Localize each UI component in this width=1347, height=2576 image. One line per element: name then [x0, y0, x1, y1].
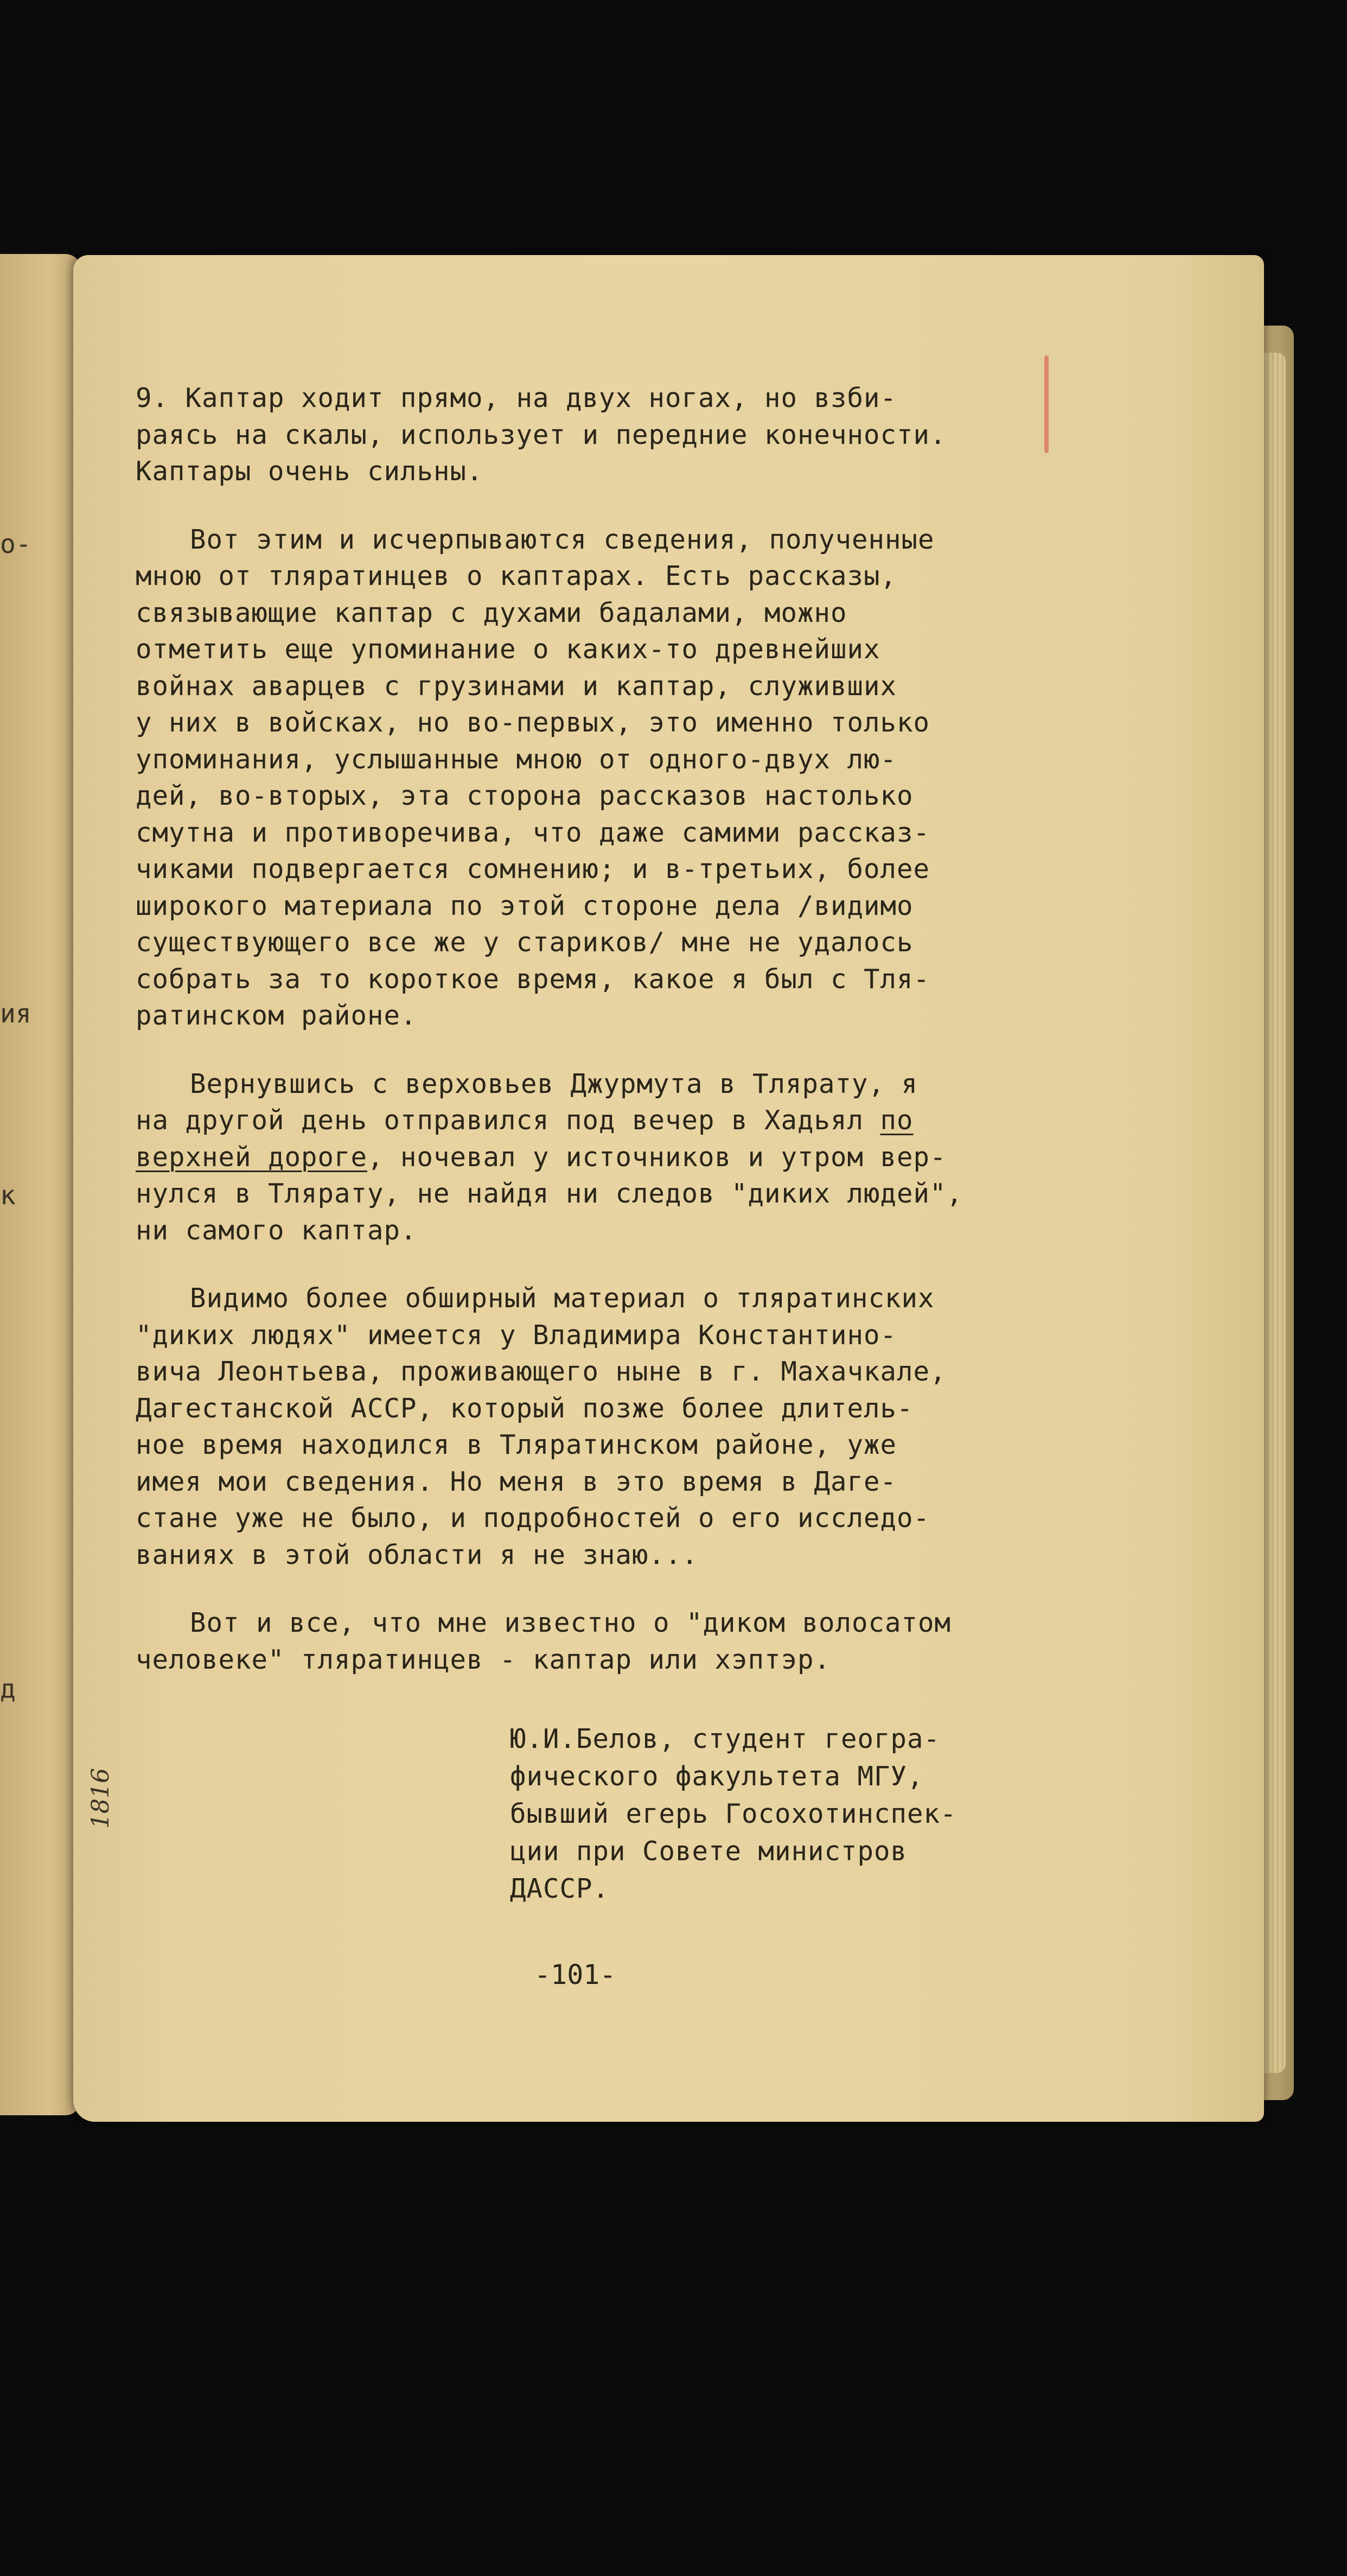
text-line: "диких людях" имеется у Владимира Константино-: [136, 1319, 897, 1351]
text-line: Вот и все, что мне известно о "диком волосатом: [190, 1607, 952, 1638]
signature-line: бывший егерь Госохотинспек-: [510, 1798, 957, 1829]
left-page-fragment: к: [0, 1180, 16, 1211]
left-page-fragment: ия: [0, 998, 31, 1029]
text-line: дей, во-вторых, эта сторона рассказов настолько: [136, 780, 914, 811]
text-line: широкого материала по этой стороне дела /видимо: [136, 890, 914, 921]
page-number: -101-: [534, 1959, 616, 1990]
text-line: человеке" тляратинцев - каптар или хэптэр.: [136, 1644, 831, 1675]
text-line: ное время находился в Тляратинском районе, уже: [136, 1429, 897, 1460]
text-line: ваниях в этой области я не знаю...: [136, 1539, 699, 1570]
text-line: собрать за то короткое время, какое я был с Тля-: [136, 963, 930, 995]
text-line: мною от тляратинцев о каптарах. Есть рассказы,: [136, 561, 897, 591]
signature-line: Ю.И.Белов, студент геогра-: [510, 1723, 941, 1754]
text-line: Вернувшись с верховьев Джурмута в Тлярату, я: [190, 1068, 918, 1099]
left-page-fragment: д: [0, 1674, 16, 1704]
underlined-text: верхней дороге: [136, 1141, 368, 1173]
text-line: ратинском районе.: [136, 1000, 417, 1031]
archive-number: 1816: [87, 1768, 114, 1829]
text-line: отметить еще упоминание о каких-то древнейших: [136, 634, 880, 665]
text-segment: , ночевал у источников и утром вер-: [367, 1141, 947, 1173]
text-line: Видимо более обширный материал о тляратинских: [190, 1283, 935, 1314]
text-line: раясь на скалы, использует и передние конечности.: [136, 419, 947, 450]
text-line-underlined-tail: [136, 1102, 1047, 1139]
signature-line: фического факультета МГУ,: [510, 1761, 924, 1792]
text-line: упоминания, услышанные мною от одного-двух лю-: [136, 743, 897, 775]
text-line: 9. Каптар ходит прямо, на двух ногах, но взби-: [136, 383, 897, 414]
text-line: вича Леонтьева, проживающего ныне в г. Махачкале,: [136, 1356, 947, 1387]
underlined-text: по: [880, 1105, 914, 1136]
text-line: Дагестанской АССР, который позже более длитель-: [136, 1392, 914, 1424]
text-line: Каптары очень сильны.: [136, 456, 483, 487]
text-line: чиками подвергается сомнению; и в-третьих, более: [136, 854, 930, 885]
signature-block: [510, 1720, 957, 1907]
text-line: стане уже не было, и подробностей о его исследо-: [136, 1503, 930, 1534]
text-line: нулся в Тлярату, не найдя ни следов "диких людей",: [136, 1178, 963, 1209]
text-line: ни самого каптар.: [136, 1214, 417, 1246]
text-line: у них в войсках, но во-первых, это именно только: [136, 707, 930, 738]
text-segment: на другой день отправился под вечер в Хадьял: [136, 1105, 880, 1136]
text-line-underlined-head: [136, 1139, 1047, 1176]
signature-line: ДАССР.: [510, 1873, 610, 1904]
typed-text: [136, 380, 1047, 1678]
left-page-fragment: о-: [0, 529, 31, 559]
text-line: имея мои сведения. Но меня в это время в Даге-: [136, 1466, 897, 1497]
text-line: связывающие каптар с духами бадалами, можно: [136, 597, 847, 628]
text-line: существующего все же у стариков/ мне не удалось: [136, 927, 914, 958]
text-line: смутна и противоречива, что даже самими рассказ-: [136, 817, 930, 848]
signature-line: ции при Совете министров: [510, 1836, 908, 1867]
text-line: войнах аварцев с грузинами и каптар, служивших: [136, 670, 897, 702]
text-line: Вот этим и исчерпываются сведения, полученные: [190, 524, 935, 555]
